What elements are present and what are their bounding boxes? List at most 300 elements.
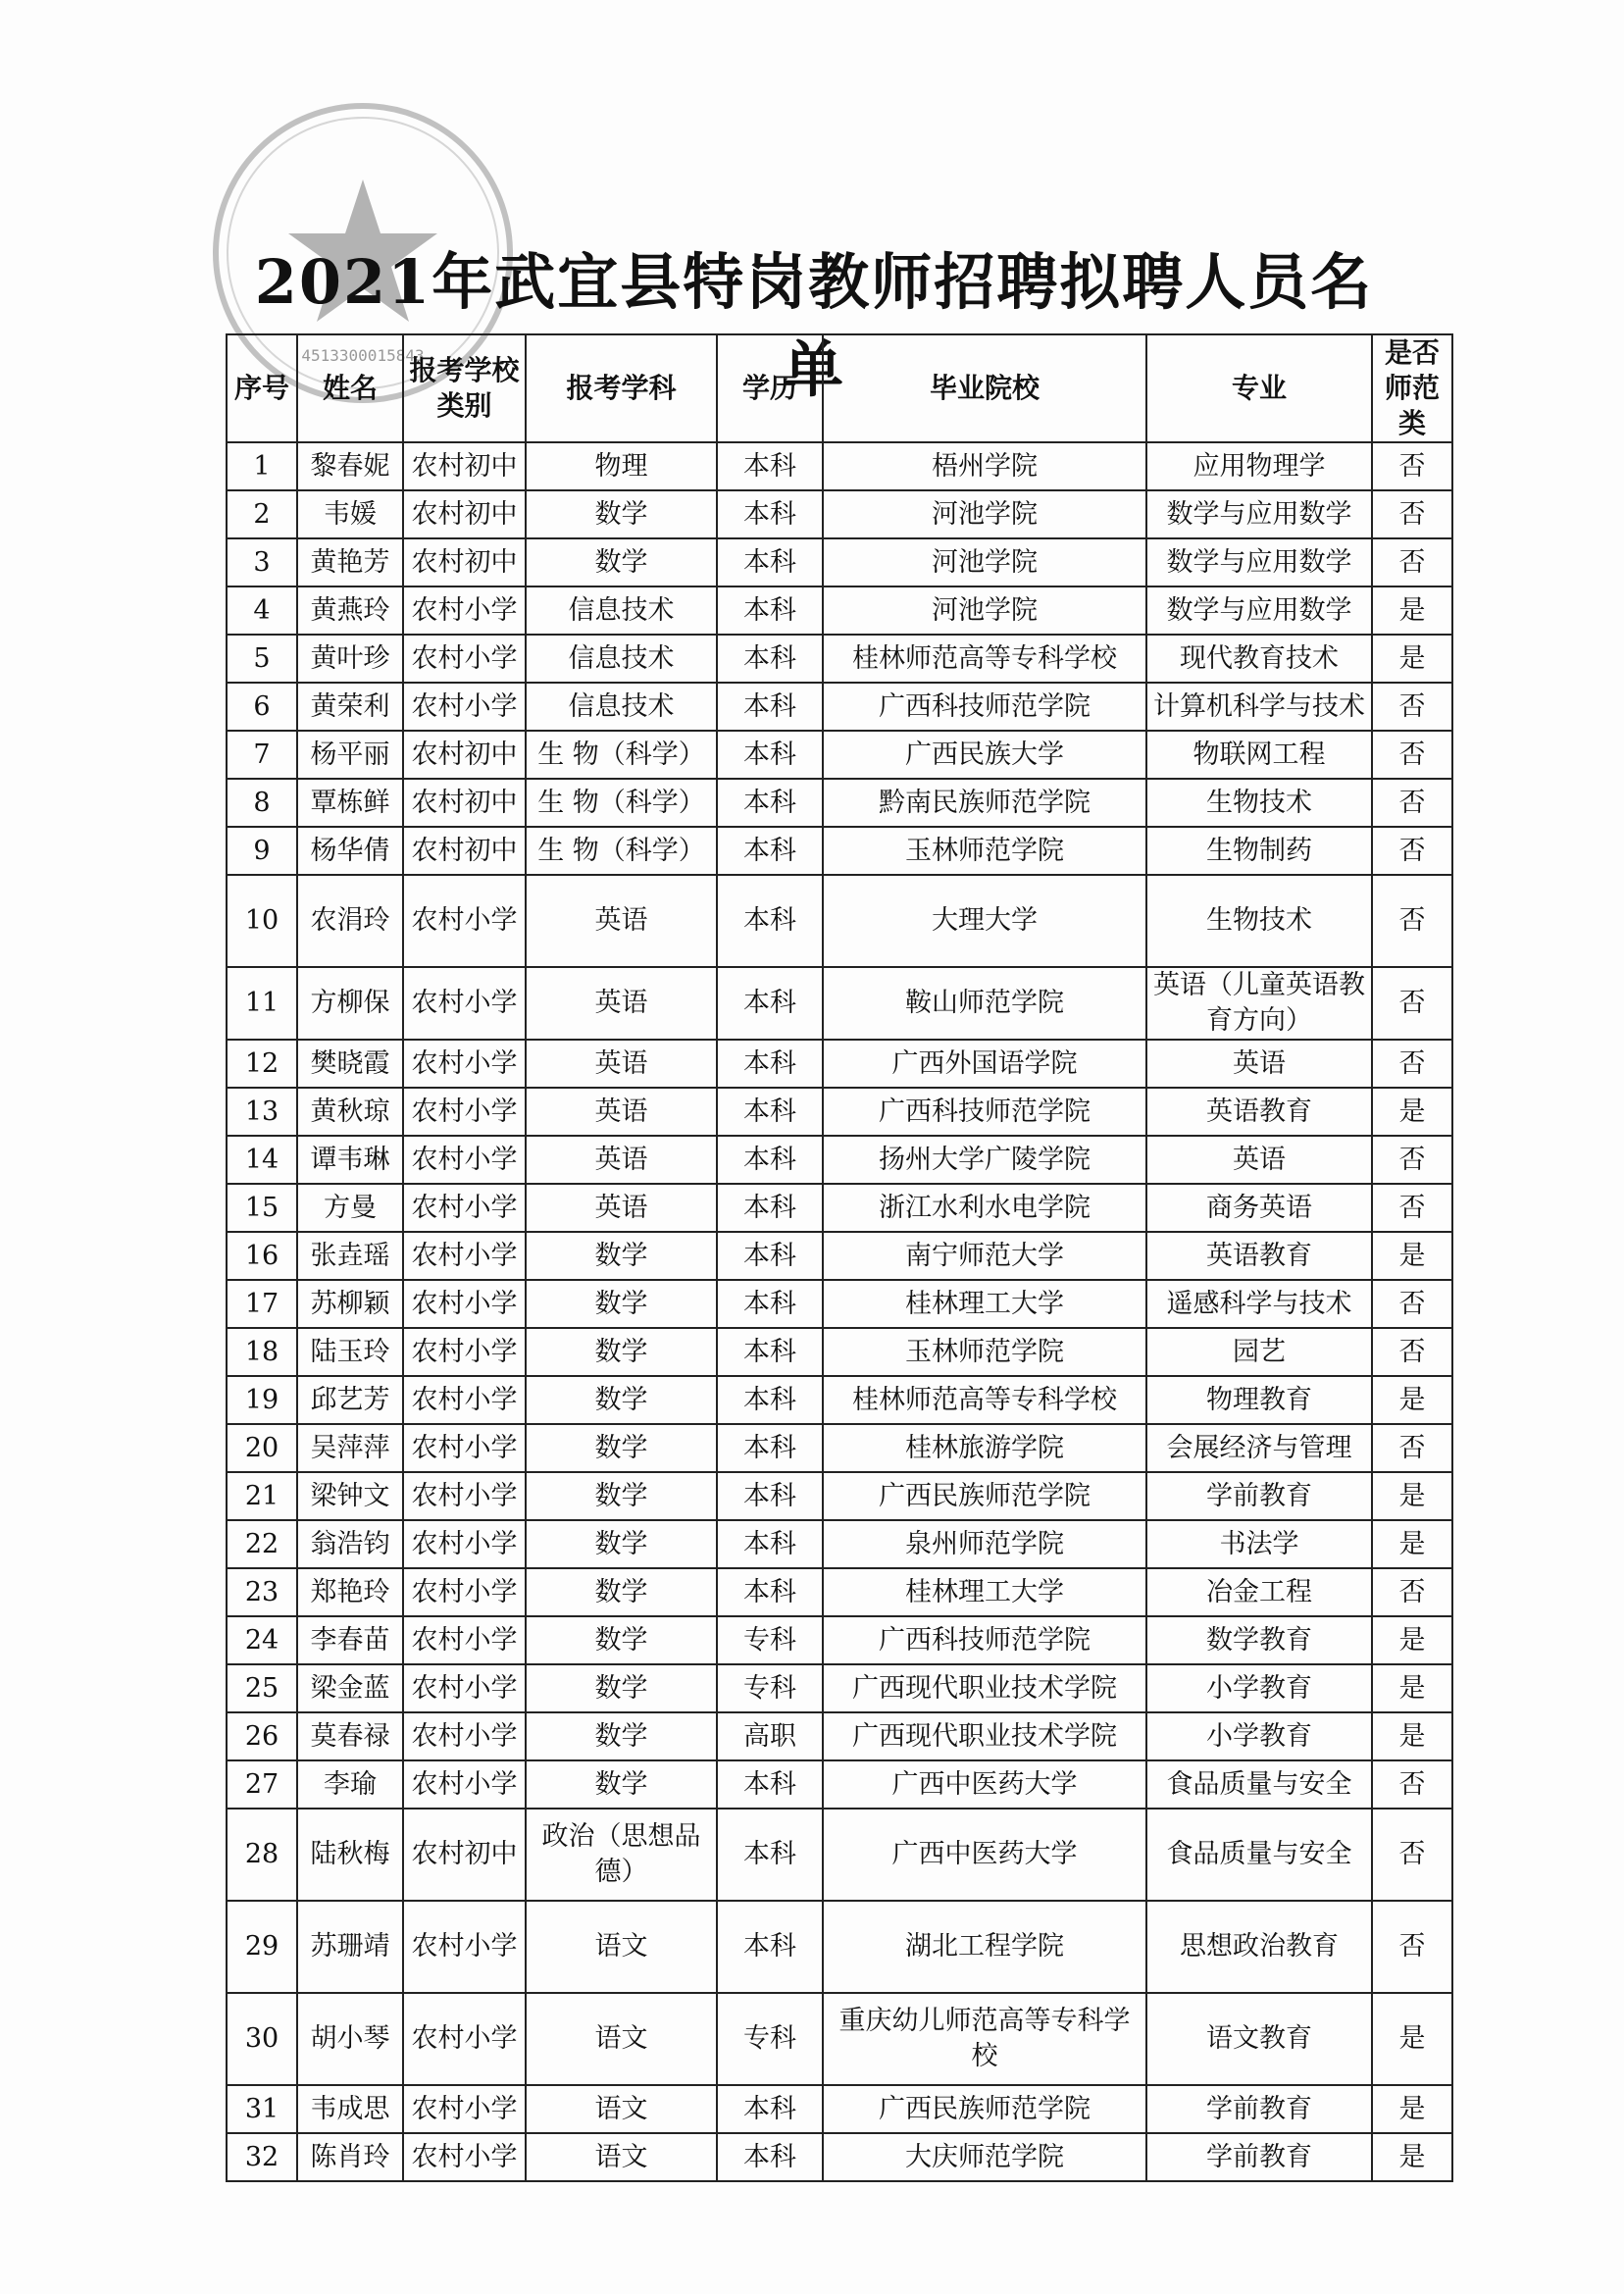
- cell-normal-class: 是: [1372, 1664, 1452, 1712]
- table-row: [227, 779, 1452, 827]
- cell-normal-class: 是: [1372, 635, 1452, 683]
- cell-graduated-school: 桂林师范高等专科学校: [823, 1376, 1146, 1424]
- cell-school-type: 农村小学: [403, 967, 526, 1040]
- cell-major: 物联网工程: [1146, 731, 1372, 779]
- cell-normal-class: 是: [1372, 1520, 1452, 1568]
- cell-school-type: 农村小学: [403, 635, 526, 683]
- cell-subject: 生 物（科学）: [526, 827, 717, 875]
- cell-name: 黄燕玲: [297, 586, 403, 635]
- cell-major: 书法学: [1146, 1520, 1372, 1568]
- table-row: [227, 1376, 1452, 1424]
- cell-name: 黄秋琼: [297, 1088, 403, 1136]
- cell-education: 本科: [717, 2085, 823, 2133]
- cell-education: 本科: [717, 490, 823, 538]
- cell-no: 1: [227, 442, 297, 490]
- cell-subject: 英语: [526, 1136, 717, 1184]
- table-row: [227, 490, 1452, 538]
- cell-normal-class: 否: [1372, 827, 1452, 875]
- table-row: [227, 586, 1452, 635]
- cell-name: 陆秋梅: [297, 1809, 403, 1901]
- cell-education: 本科: [717, 1424, 823, 1472]
- cell-education: 本科: [717, 731, 823, 779]
- cell-name: 黄艳芳: [297, 538, 403, 586]
- cell-major: 数学与应用数学: [1146, 586, 1372, 635]
- cell-school-type: 农村初中: [403, 490, 526, 538]
- cell-no: 6: [227, 683, 297, 731]
- cell-graduated-school: 广西民族大学: [823, 731, 1146, 779]
- cell-school-type: 农村小学: [403, 1901, 526, 1993]
- cell-subject: 数学: [526, 538, 717, 586]
- table-row: [227, 1424, 1452, 1472]
- cell-school-type: 农村小学: [403, 1232, 526, 1280]
- cell-education: 本科: [717, 442, 823, 490]
- cell-major: 语文教育: [1146, 1993, 1372, 2085]
- cell-no: 18: [227, 1328, 297, 1376]
- cell-graduated-school: 广西民族师范学院: [823, 1472, 1146, 1520]
- table-row: [227, 1712, 1452, 1760]
- cell-name: 苏珊靖: [297, 1901, 403, 1993]
- cell-no: 26: [227, 1712, 297, 1760]
- cell-no: 24: [227, 1616, 297, 1664]
- cell-graduated-school: 扬州大学广陵学院: [823, 1136, 1146, 1184]
- cell-graduated-school: 桂林理工大学: [823, 1568, 1146, 1616]
- cell-major: 冶金工程: [1146, 1568, 1372, 1616]
- cell-name: 韦成思: [297, 2085, 403, 2133]
- cell-school-type: 农村初中: [403, 779, 526, 827]
- cell-major: 学前教育: [1146, 2133, 1372, 2181]
- cell-major: 英语教育: [1146, 1232, 1372, 1280]
- cell-education: 本科: [717, 1376, 823, 1424]
- cell-school-type: 农村小学: [403, 1664, 526, 1712]
- cell-name: 梁金蓝: [297, 1664, 403, 1712]
- cell-education: 本科: [717, 827, 823, 875]
- cell-normal-class: 否: [1372, 967, 1452, 1040]
- cell-subject: 数学: [526, 1664, 717, 1712]
- cell-no: 21: [227, 1472, 297, 1520]
- cell-normal-class: 是: [1372, 1232, 1452, 1280]
- cell-no: 23: [227, 1568, 297, 1616]
- cell-graduated-school: 河池学院: [823, 586, 1146, 635]
- cell-subject: 物理: [526, 442, 717, 490]
- cell-major: 应用物理学: [1146, 442, 1372, 490]
- header-no: 序号: [227, 334, 297, 442]
- cell-normal-class: 否: [1372, 1040, 1452, 1088]
- header-school-type: 报考学校类别: [403, 334, 526, 442]
- cell-graduated-school: 河池学院: [823, 490, 1146, 538]
- cell-education: 专科: [717, 1993, 823, 2085]
- cell-graduated-school: 桂林师范高等专科学校: [823, 635, 1146, 683]
- cell-no: 25: [227, 1664, 297, 1712]
- cell-school-type: 农村小学: [403, 1760, 526, 1809]
- cell-normal-class: 是: [1372, 2085, 1452, 2133]
- cell-education: 本科: [717, 1568, 823, 1616]
- header-name: 姓名: [297, 334, 403, 442]
- cell-graduated-school: 广西外国语学院: [823, 1040, 1146, 1088]
- cell-no: 31: [227, 2085, 297, 2133]
- cell-normal-class: 否: [1372, 1760, 1452, 1809]
- table-row: [227, 1616, 1452, 1664]
- cell-school-type: 农村小学: [403, 1280, 526, 1328]
- cell-normal-class: 是: [1372, 1088, 1452, 1136]
- cell-school-type: 农村初中: [403, 731, 526, 779]
- cell-major: 思想政治教育: [1146, 1901, 1372, 1993]
- cell-major: 英语: [1146, 1136, 1372, 1184]
- cell-education: 高职: [717, 1712, 823, 1760]
- cell-subject: 英语: [526, 967, 717, 1040]
- cell-name: 农涓玲: [297, 875, 403, 967]
- cell-graduated-school: 桂林理工大学: [823, 1280, 1146, 1328]
- cell-no: 19: [227, 1376, 297, 1424]
- cell-graduated-school: 重庆幼儿师范高等专科学校: [823, 1993, 1146, 2085]
- cell-graduated-school: 广西中医药大学: [823, 1760, 1146, 1809]
- cell-graduated-school: 鞍山师范学院: [823, 967, 1146, 1040]
- cell-name: 苏柳颖: [297, 1280, 403, 1328]
- cell-major: 食品质量与安全: [1146, 1760, 1372, 1809]
- cell-school-type: 农村小学: [403, 2133, 526, 2181]
- cell-normal-class: 否: [1372, 1568, 1452, 1616]
- cell-no: 11: [227, 967, 297, 1040]
- personnel-table: [226, 333, 1453, 2182]
- cell-normal-class: 否: [1372, 683, 1452, 731]
- cell-no: 9: [227, 827, 297, 875]
- cell-name: 翁浩钧: [297, 1520, 403, 1568]
- cell-subject: 信息技术: [526, 683, 717, 731]
- table-row: [227, 1040, 1452, 1088]
- cell-subject: 数学: [526, 1424, 717, 1472]
- cell-normal-class: 是: [1372, 586, 1452, 635]
- cell-normal-class: 否: [1372, 1809, 1452, 1901]
- cell-no: 7: [227, 731, 297, 779]
- cell-name: 樊晓霞: [297, 1040, 403, 1088]
- cell-school-type: 农村小学: [403, 683, 526, 731]
- cell-no: 14: [227, 1136, 297, 1184]
- table-row: [227, 827, 1452, 875]
- cell-name: 杨华倩: [297, 827, 403, 875]
- cell-major: 小学教育: [1146, 1712, 1372, 1760]
- cell-normal-class: 否: [1372, 1424, 1452, 1472]
- cell-major: 英语教育: [1146, 1088, 1372, 1136]
- cell-major: 生物技术: [1146, 875, 1372, 967]
- cell-graduated-school: 广西现代职业技术学院: [823, 1664, 1146, 1712]
- cell-normal-class: 否: [1372, 875, 1452, 967]
- cell-graduated-school: 浙江水利水电学院: [823, 1184, 1146, 1232]
- cell-school-type: 农村小学: [403, 586, 526, 635]
- cell-no: 12: [227, 1040, 297, 1088]
- cell-education: 专科: [717, 1616, 823, 1664]
- cell-graduated-school: 广西民族师范学院: [823, 2085, 1146, 2133]
- cell-normal-class: 否: [1372, 1328, 1452, 1376]
- cell-major: 英语: [1146, 1040, 1372, 1088]
- cell-school-type: 农村小学: [403, 875, 526, 967]
- cell-normal-class: 否: [1372, 490, 1452, 538]
- cell-name: 邱艺芳: [297, 1376, 403, 1424]
- cell-subject: 政治（思想品德）: [526, 1809, 717, 1901]
- cell-graduated-school: 河池学院: [823, 538, 1146, 586]
- cell-major: 园艺: [1146, 1328, 1372, 1376]
- cell-name: 陆玉玲: [297, 1328, 403, 1376]
- cell-school-type: 农村小学: [403, 1424, 526, 1472]
- cell-graduated-school: 广西科技师范学院: [823, 1616, 1146, 1664]
- table-row: [227, 2085, 1452, 2133]
- cell-major: 生物制药: [1146, 827, 1372, 875]
- cell-education: 本科: [717, 1280, 823, 1328]
- table-header-row: [227, 334, 1452, 442]
- cell-normal-class: 否: [1372, 538, 1452, 586]
- header-subject: 报考学科: [526, 334, 717, 442]
- cell-education: 本科: [717, 635, 823, 683]
- cell-subject: 数学: [526, 1712, 717, 1760]
- cell-subject: 语文: [526, 2133, 717, 2181]
- cell-education: 本科: [717, 1809, 823, 1901]
- cell-graduated-school: 梧州学院: [823, 442, 1146, 490]
- cell-major: 生物技术: [1146, 779, 1372, 827]
- cell-no: 4: [227, 586, 297, 635]
- cell-normal-class: 是: [1372, 1712, 1452, 1760]
- cell-education: 本科: [717, 1184, 823, 1232]
- table-row: [227, 1184, 1452, 1232]
- cell-normal-class: 是: [1372, 1376, 1452, 1424]
- cell-school-type: 农村小学: [403, 1568, 526, 1616]
- table-row: [227, 1136, 1452, 1184]
- cell-school-type: 农村小学: [403, 1088, 526, 1136]
- cell-name: 张垚瑶: [297, 1232, 403, 1280]
- cell-school-type: 农村小学: [403, 1136, 526, 1184]
- cell-graduated-school: 广西科技师范学院: [823, 1088, 1146, 1136]
- cell-subject: 生 物（科学）: [526, 731, 717, 779]
- personnel-table-container: [226, 333, 1451, 2182]
- cell-name: 郑艳玲: [297, 1568, 403, 1616]
- cell-education: 本科: [717, 1136, 823, 1184]
- cell-normal-class: 否: [1372, 1901, 1452, 1993]
- cell-education: 本科: [717, 2133, 823, 2181]
- cell-name: 方柳保: [297, 967, 403, 1040]
- header-normal-class: 是否师范类: [1372, 334, 1452, 442]
- table-row: [227, 1760, 1452, 1809]
- header-major: 专业: [1146, 334, 1372, 442]
- cell-normal-class: 否: [1372, 1136, 1452, 1184]
- cell-normal-class: 是: [1372, 1616, 1452, 1664]
- table-row: [227, 442, 1452, 490]
- cell-subject: 数学: [526, 490, 717, 538]
- table-row: [227, 2133, 1452, 2181]
- cell-graduated-school: 广西中医药大学: [823, 1809, 1146, 1901]
- cell-no: 28: [227, 1809, 297, 1901]
- cell-school-type: 农村初中: [403, 827, 526, 875]
- cell-education: 本科: [717, 1901, 823, 1993]
- cell-school-type: 农村小学: [403, 1472, 526, 1520]
- table-row: [227, 635, 1452, 683]
- cell-no: 27: [227, 1760, 297, 1809]
- table-row: [227, 1088, 1452, 1136]
- cell-name: 吴萍萍: [297, 1424, 403, 1472]
- cell-school-type: 农村小学: [403, 1712, 526, 1760]
- cell-subject: 数学: [526, 1760, 717, 1809]
- cell-graduated-school: 广西科技师范学院: [823, 683, 1146, 731]
- cell-subject: 信息技术: [526, 635, 717, 683]
- cell-graduated-school: 泉州师范学院: [823, 1520, 1146, 1568]
- cell-education: 本科: [717, 1760, 823, 1809]
- cell-school-type: 农村小学: [403, 1184, 526, 1232]
- cell-school-type: 农村小学: [403, 1040, 526, 1088]
- cell-major: 学前教育: [1146, 2085, 1372, 2133]
- table-row: [227, 1232, 1452, 1280]
- cell-normal-class: 是: [1372, 1993, 1452, 2085]
- cell-name: 韦媛: [297, 490, 403, 538]
- cell-education: 本科: [717, 1520, 823, 1568]
- cell-graduated-school: 南宁师范大学: [823, 1232, 1146, 1280]
- seal-number: 4513300015843: [301, 346, 425, 365]
- cell-normal-class: 否: [1372, 731, 1452, 779]
- cell-major: 计算机科学与技术: [1146, 683, 1372, 731]
- cell-subject: 数学: [526, 1520, 717, 1568]
- cell-major: 遥感科学与技术: [1146, 1280, 1372, 1328]
- cell-no: 5: [227, 635, 297, 683]
- cell-no: 10: [227, 875, 297, 967]
- cell-name: 杨平丽: [297, 731, 403, 779]
- cell-normal-class: 否: [1372, 779, 1452, 827]
- table-row: [227, 1993, 1452, 2085]
- cell-no: 2: [227, 490, 297, 538]
- cell-subject: 数学: [526, 1232, 717, 1280]
- cell-major: 英语（儿童英语教育方向）: [1146, 967, 1372, 1040]
- cell-no: 16: [227, 1232, 297, 1280]
- cell-name: 李瑜: [297, 1760, 403, 1809]
- cell-education: 本科: [717, 967, 823, 1040]
- cell-name: 黎春妮: [297, 442, 403, 490]
- cell-major: 会展经济与管理: [1146, 1424, 1372, 1472]
- cell-major: 物理教育: [1146, 1376, 1372, 1424]
- cell-normal-class: 否: [1372, 442, 1452, 490]
- cell-school-type: 农村初中: [403, 442, 526, 490]
- table-row: [227, 1280, 1452, 1328]
- cell-subject: 数学: [526, 1472, 717, 1520]
- cell-graduated-school: 广西现代职业技术学院: [823, 1712, 1146, 1760]
- cell-subject: 英语: [526, 1040, 717, 1088]
- cell-name: 梁钟文: [297, 1472, 403, 1520]
- cell-name: 陈肖玲: [297, 2133, 403, 2181]
- cell-no: 29: [227, 1901, 297, 1993]
- cell-school-type: 农村小学: [403, 1376, 526, 1424]
- cell-no: 22: [227, 1520, 297, 1568]
- cell-name: 胡小琴: [297, 1993, 403, 2085]
- cell-name: 黄荣利: [297, 683, 403, 731]
- cell-subject: 生 物（科学）: [526, 779, 717, 827]
- cell-normal-class: 否: [1372, 1184, 1452, 1232]
- cell-graduated-school: 大理大学: [823, 875, 1146, 967]
- cell-major: 学前教育: [1146, 1472, 1372, 1520]
- cell-graduated-school: 桂林旅游学院: [823, 1424, 1146, 1472]
- cell-subject: 数学: [526, 1616, 717, 1664]
- cell-major: 食品质量与安全: [1146, 1809, 1372, 1901]
- cell-education: 本科: [717, 1328, 823, 1376]
- cell-major: 商务英语: [1146, 1184, 1372, 1232]
- cell-education: 本科: [717, 538, 823, 586]
- table-row: [227, 967, 1452, 1040]
- cell-school-type: 农村小学: [403, 2085, 526, 2133]
- cell-no: 32: [227, 2133, 297, 2181]
- cell-major: 现代教育技术: [1146, 635, 1372, 683]
- cell-major: 数学教育: [1146, 1616, 1372, 1664]
- page-title: 2021年武宜县特岗教师招聘拟聘人员名单: [254, 246, 1374, 405]
- cell-education: 本科: [717, 683, 823, 731]
- table-row: [227, 683, 1452, 731]
- cell-education: 本科: [717, 586, 823, 635]
- cell-normal-class: 否: [1372, 1280, 1452, 1328]
- cell-subject: 数学: [526, 1328, 717, 1376]
- cell-name: 方曼: [297, 1184, 403, 1232]
- cell-no: 20: [227, 1424, 297, 1472]
- table-row: [227, 1472, 1452, 1520]
- cell-subject: 英语: [526, 875, 717, 967]
- cell-major: 小学教育: [1146, 1664, 1372, 1712]
- table-row: [227, 1664, 1452, 1712]
- cell-education: 专科: [717, 1664, 823, 1712]
- header-graduated-school: 毕业院校: [823, 334, 1146, 442]
- cell-major: 数学与应用数学: [1146, 490, 1372, 538]
- cell-name: 李春苗: [297, 1616, 403, 1664]
- cell-subject: 信息技术: [526, 586, 717, 635]
- table-row: [227, 1809, 1452, 1901]
- cell-subject: 语文: [526, 1901, 717, 1993]
- cell-education: 本科: [717, 1088, 823, 1136]
- cell-subject: 英语: [526, 1088, 717, 1136]
- header-education: 学历: [717, 334, 823, 442]
- table-row: [227, 1568, 1452, 1616]
- cell-school-type: 农村小学: [403, 1328, 526, 1376]
- table-body: [227, 442, 1452, 2181]
- cell-normal-class: 是: [1372, 2133, 1452, 2181]
- cell-subject: 数学: [526, 1280, 717, 1328]
- cell-subject: 数学: [526, 1376, 717, 1424]
- cell-no: 8: [227, 779, 297, 827]
- table-row: [227, 1520, 1452, 1568]
- cell-graduated-school: 玉林师范学院: [823, 827, 1146, 875]
- cell-school-type: 农村小学: [403, 1993, 526, 2085]
- cell-subject: 语文: [526, 1993, 717, 2085]
- cell-major: 数学与应用数学: [1146, 538, 1372, 586]
- cell-name: 黄叶珍: [297, 635, 403, 683]
- cell-normal-class: 是: [1372, 1472, 1452, 1520]
- cell-no: 13: [227, 1088, 297, 1136]
- cell-no: 30: [227, 1993, 297, 2085]
- cell-graduated-school: 湖北工程学院: [823, 1901, 1146, 1993]
- cell-graduated-school: 玉林师范学院: [823, 1328, 1146, 1376]
- cell-education: 本科: [717, 779, 823, 827]
- cell-education: 本科: [717, 1040, 823, 1088]
- cell-education: 本科: [717, 875, 823, 967]
- cell-school-type: 农村初中: [403, 1809, 526, 1901]
- cell-education: 本科: [717, 1472, 823, 1520]
- table-row: [227, 1328, 1452, 1376]
- cell-school-type: 农村初中: [403, 538, 526, 586]
- table-row: [227, 538, 1452, 586]
- cell-education: 本科: [717, 1232, 823, 1280]
- cell-no: 17: [227, 1280, 297, 1328]
- cell-school-type: 农村小学: [403, 1520, 526, 1568]
- cell-graduated-school: 黔南民族师范学院: [823, 779, 1146, 827]
- cell-graduated-school: 大庆师范学院: [823, 2133, 1146, 2181]
- cell-no: 15: [227, 1184, 297, 1232]
- cell-name: 莫春禄: [297, 1712, 403, 1760]
- cell-subject: 英语: [526, 1184, 717, 1232]
- cell-no: 3: [227, 538, 297, 586]
- cell-school-type: 农村小学: [403, 1616, 526, 1664]
- cell-subject: 语文: [526, 2085, 717, 2133]
- table-row: [227, 731, 1452, 779]
- table-row: [227, 875, 1452, 967]
- cell-name: 谭韦琳: [297, 1136, 403, 1184]
- table-row: [227, 1901, 1452, 1993]
